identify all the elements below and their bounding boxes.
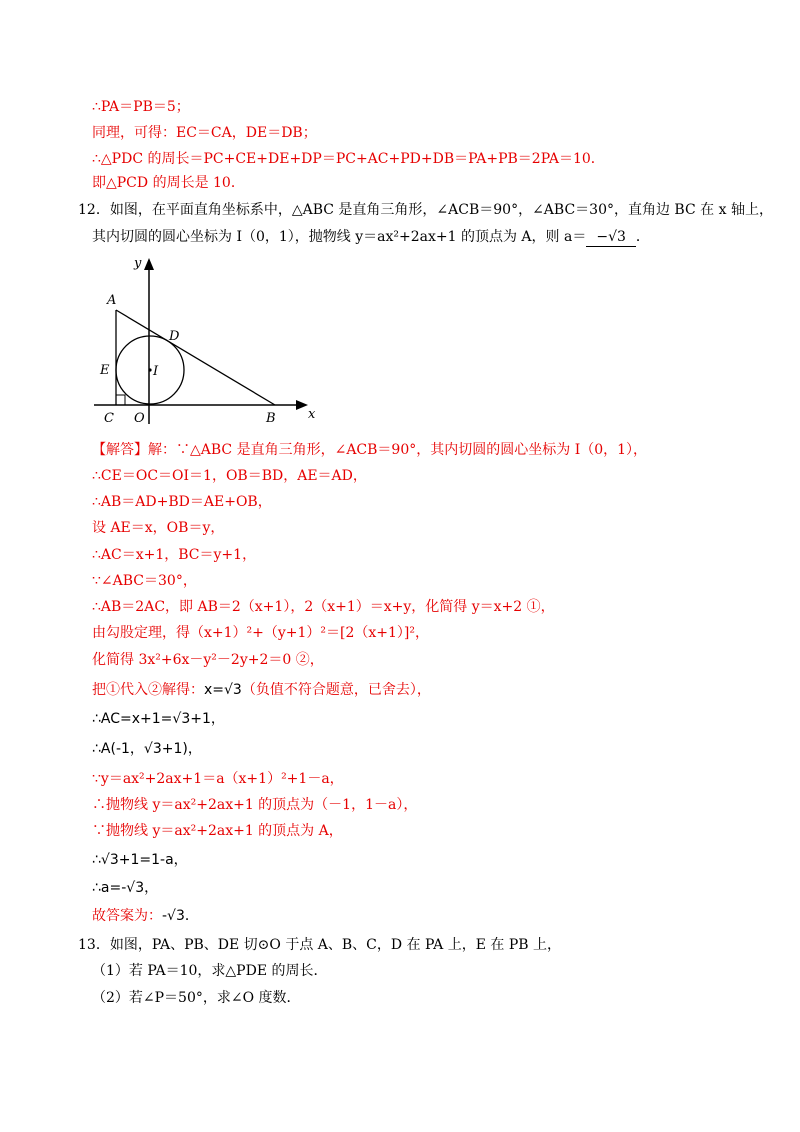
formula-x-value: x=√3 [204, 682, 242, 698]
solution-line: 同理，可得：EC＝CA，DE＝DB； [92, 125, 317, 141]
solution-line: ∴CE＝OC＝OI＝1，OB＝BD，AE＝AD， [92, 468, 367, 484]
question-13 [78, 936, 561, 954]
solution-text: 故答案为： [92, 908, 162, 924]
solution-line: ∴抛物线 y＝ax²+2ax+1 的顶点为（－1，1－a）， [92, 797, 418, 813]
solution-text: （负值不符合题意，已舍去）， [241, 682, 431, 698]
answer-blank [586, 228, 636, 247]
question-text: 如图，在平面直角坐标系中，△ABC 是直角三角形，∠ACB＝90°，∠ABC＝30°，直角边 BC 在 x 轴上， [109, 202, 773, 218]
question-number: 12． [78, 202, 110, 218]
question-13-part1: （1）若 PA＝10，求△PDE 的周长． [92, 963, 328, 979]
solution-line: ∵y＝ax²+2ax+1＝a（x+1）²+1－a， [92, 771, 344, 787]
geometry-figure [94, 254, 324, 426]
answer-blank-value: −√3 [596, 229, 626, 245]
solution-text: 把①代入②解得： [92, 682, 204, 698]
label-y: y [134, 256, 142, 271]
question-text: 如图，PA、PB、DE 切⊙O 于点 A、B、C，D 在 PA 上，E 在 PB 上， [109, 937, 561, 953]
right-angle-mark [116, 395, 125, 405]
question-text: 其内切圆的圆心坐标为 I（0，1），抛物线 y＝ax²+2ax+1 的顶点为 A，则 a＝ [92, 229, 587, 245]
solution-line: ∵∠ABC＝30°， [92, 573, 197, 589]
label-b: B [266, 411, 276, 426]
label-x: x [308, 407, 316, 422]
solution-heading: 【解答】 [92, 442, 148, 458]
label-i: I [153, 364, 159, 379]
solution-line: ∴AB＝2AC，即 AB＝2（x+1），2（x+1）＝x+y，化简得 y＝x+2 ①， [92, 599, 555, 615]
solution-line: 即△PCD 的周长是 10． [92, 175, 245, 191]
solution-line: ∴AC＝x+1，BC＝y+1， [92, 547, 257, 563]
question-12 [78, 201, 773, 219]
solution-line: ∴A(-1，√3+1)， [92, 741, 202, 757]
solution-line: ∵抛物线 y＝ax²+2ax+1 的顶点为 A， [92, 823, 343, 839]
triangle-side-ab [116, 310, 275, 405]
incircle-center [148, 368, 151, 371]
solution-line: ∴PA＝PB＝5； [92, 99, 190, 115]
solution-line: ∴△PDC 的周长＝PC+CE+DE+DP＝PC+AC+PD+DB＝PA+PB＝2PA＝10． [92, 151, 605, 167]
question-number: 13． [78, 937, 110, 953]
solution-line: 设 AE＝x，OB＝y， [92, 520, 225, 536]
question-13-part2: （2）若∠P＝50°，求∠O 度数． [92, 990, 301, 1006]
solution-line: ∴AC=x+1=√3+1， [92, 711, 225, 727]
solution-line: 由勾股定理，得（x+1）²+（y+1）²＝[2（x+1）]²， [92, 625, 430, 641]
solution-line: ∴AB＝AD+BD＝AE+OB， [92, 494, 272, 510]
label-e: E [100, 363, 110, 378]
solution-line: 化简得 3x²+6x－y²－2y+2＝0 ②， [92, 652, 324, 668]
solution-text: 解：∵△ABC 是直角三角形，∠ACB＝90°，其内切圆的圆心坐标为 I（0，1）， [148, 442, 648, 458]
question-punct: ． [635, 229, 650, 245]
solution-line [92, 441, 647, 459]
solution-line [92, 907, 199, 925]
label-c: C [104, 411, 114, 426]
solution-line: ∴a=-√3， [92, 880, 159, 896]
label-d: D [169, 329, 180, 344]
x-axis-arrow-icon [296, 400, 308, 410]
final-answer: -√3． [162, 908, 199, 924]
label-a: A [107, 293, 117, 308]
question-12-line2 [92, 228, 650, 247]
solution-line: ∴√3+1=1-a， [92, 852, 188, 868]
y-axis-arrow-icon [144, 258, 154, 270]
label-o: O [134, 411, 145, 426]
solution-line [92, 681, 431, 699]
